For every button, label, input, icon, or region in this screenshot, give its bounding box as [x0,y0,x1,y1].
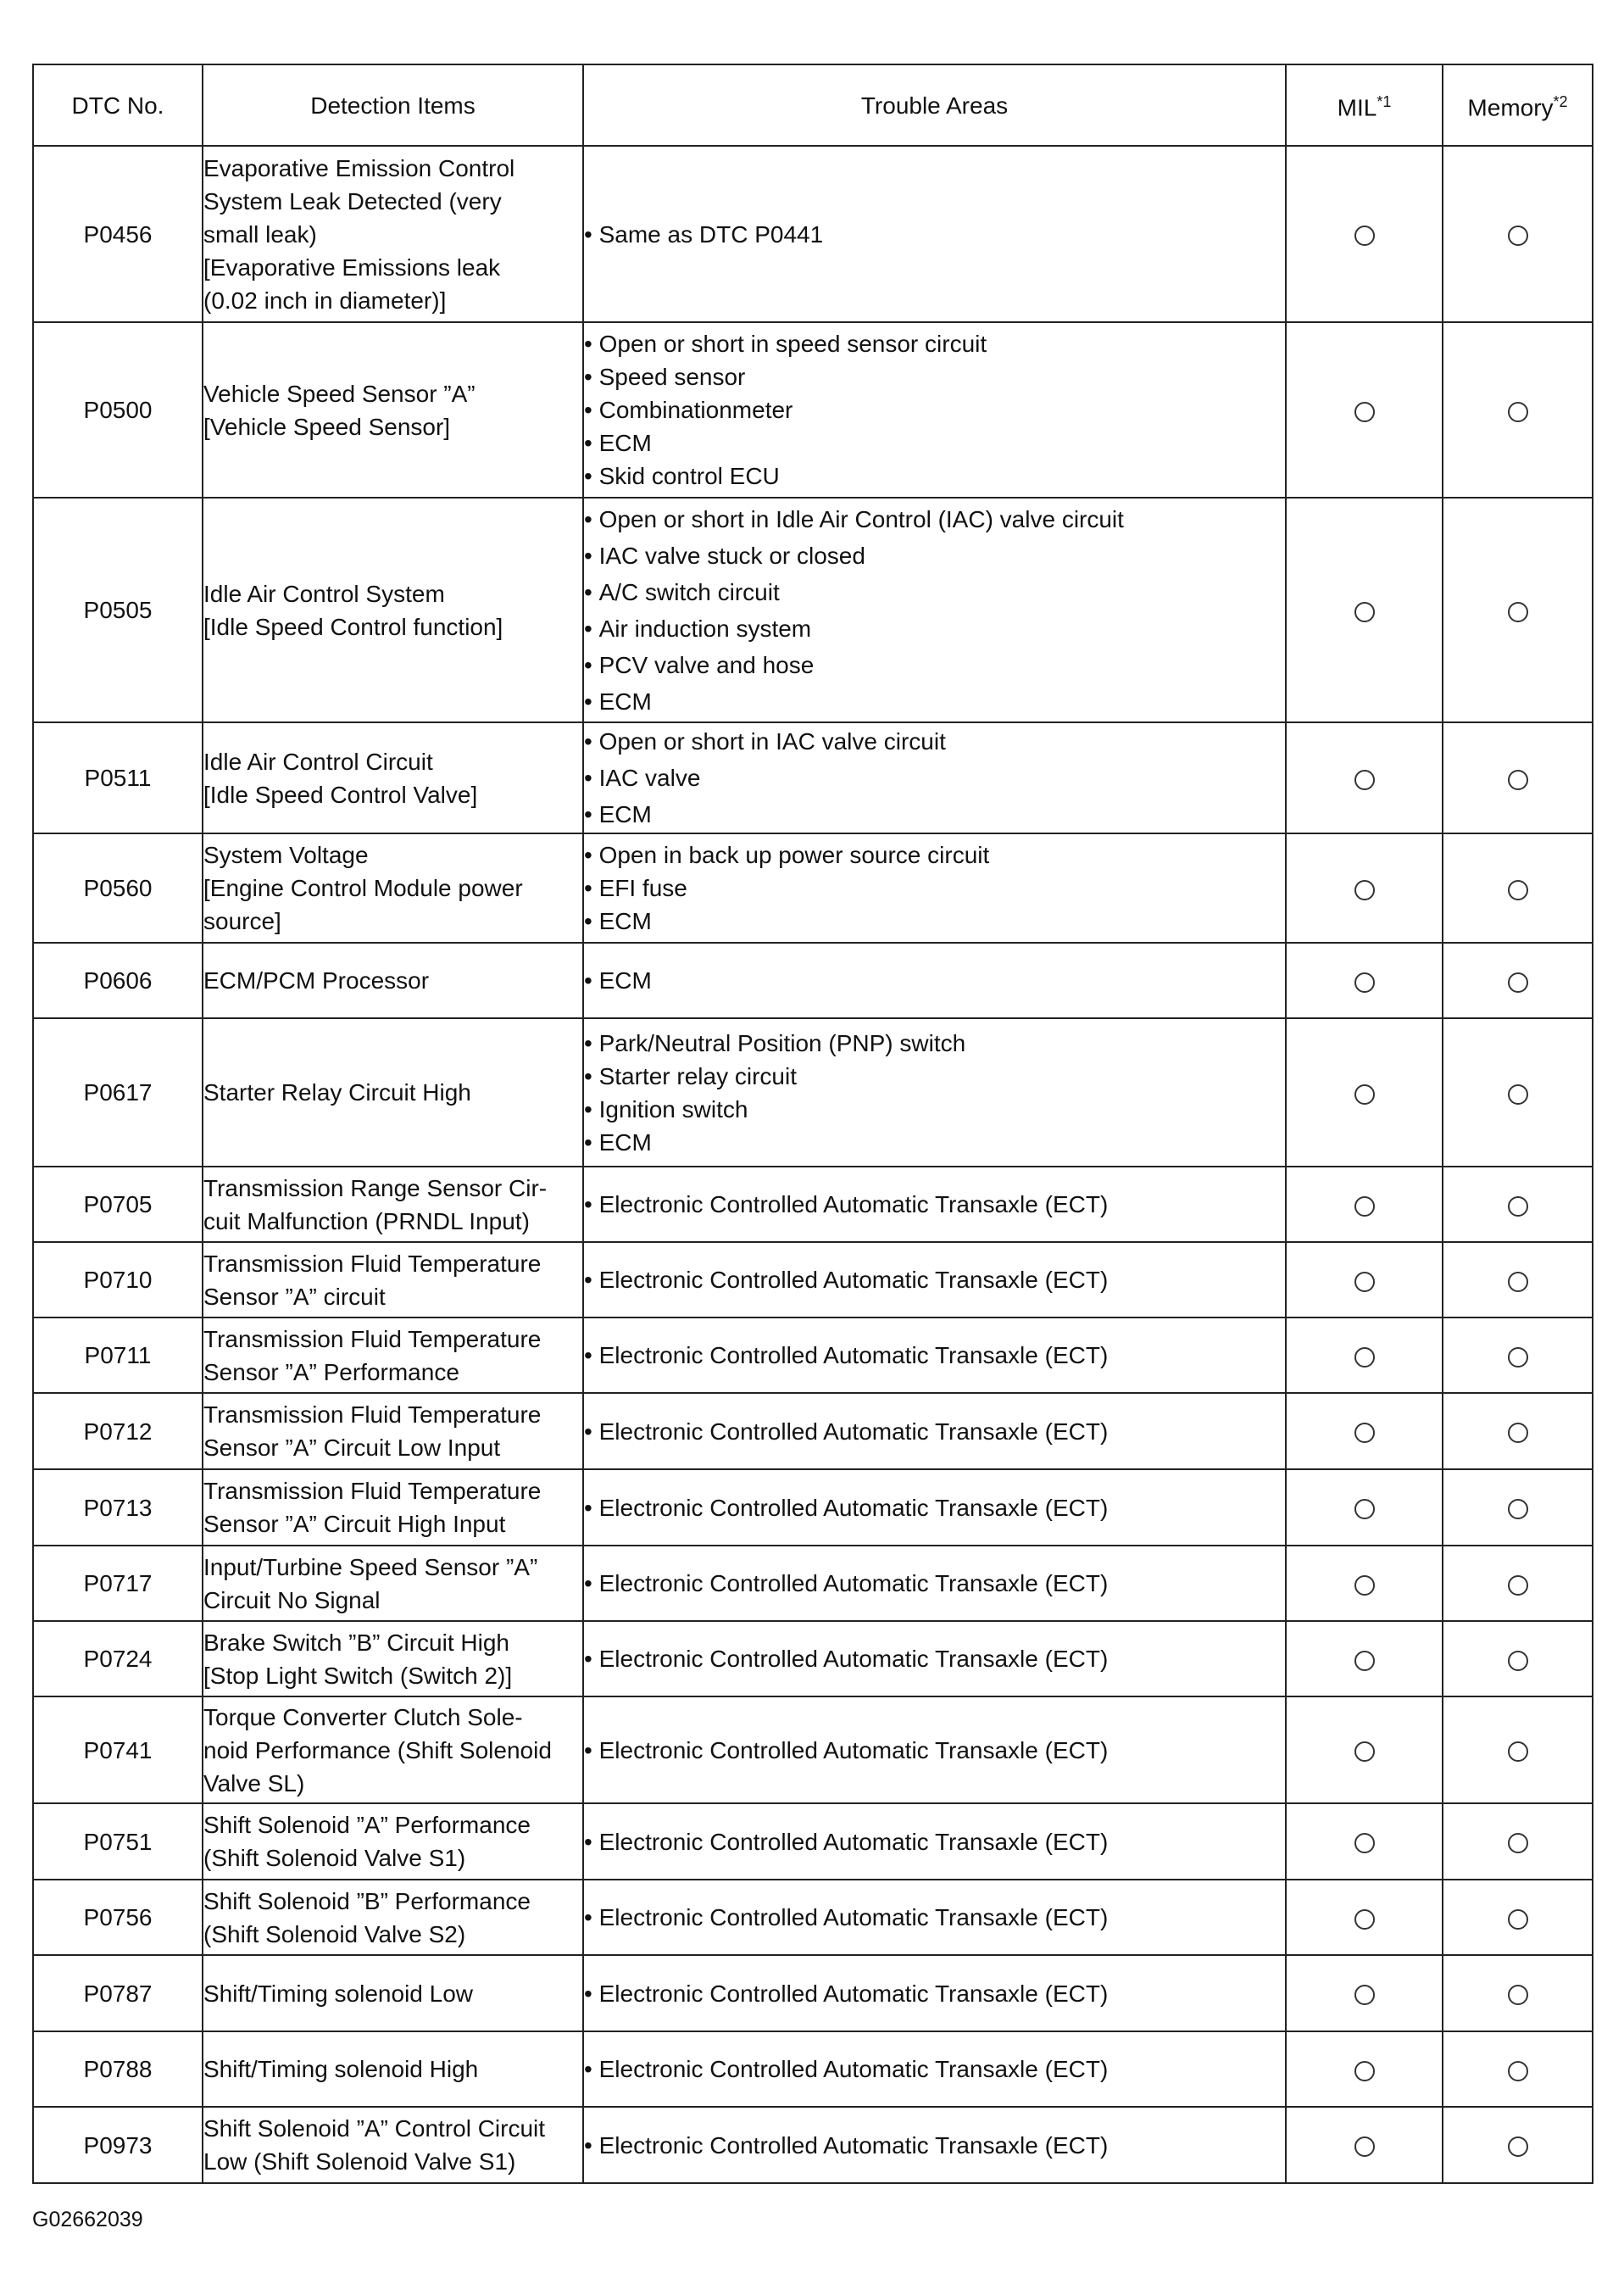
detection-item [203,1696,583,1803]
circle-icon [1354,1833,1375,1853]
memory-indicator [1443,1696,1593,1803]
dtc-code: P0713 [33,1469,203,1546]
memory-indicator [1443,1621,1593,1696]
circle-icon [1354,1741,1375,1762]
table-row [33,1546,1593,1621]
detection-item [203,1546,583,1621]
circle-icon [1508,1985,1528,2005]
trouble-areas-list [584,2053,1285,2086]
trouble-areas [583,1393,1286,1469]
trouble-areas [583,146,1286,322]
table-row [33,1317,1593,1393]
mil-indicator [1286,1803,1443,1880]
figure-id: G02662039 [32,2208,143,2231]
trouble-areas-list [584,1977,1285,2010]
detection-item-line: Shift Solenoid ”A” Control Circuit [203,2115,546,2142]
detection-item-line: Low (Shift Solenoid Valve S1) [203,2148,516,2175]
circle-icon [1508,1575,1528,1596]
table-row [33,1955,1593,2031]
circle-icon [1354,972,1375,993]
mil-indicator [1286,1167,1443,1242]
detection-item-line: Circuit No Signal [203,1586,381,1613]
detection-item [203,1621,583,1696]
trouble-areas [583,1696,1286,1803]
memory-indicator [1443,943,1593,1018]
circle-icon [1354,1423,1375,1443]
trouble-areas-list [584,723,1285,833]
detection-item-line: Shift Solenoid ”A” Performance [203,1812,531,1838]
circle-icon [1508,1084,1528,1105]
trouble-area-item: • Park/Neutral Position (PNP) switch [584,1027,1285,1060]
circle-icon [1354,1347,1375,1368]
detection-item-line: Brake Switch ”B” Circuit High [203,1629,509,1656]
header-mil-footnote: *1 [1377,93,1392,111]
dtc-code: P0751 [33,1803,203,1880]
trouble-area-item: • ECM [584,426,1285,460]
dtc-code: P0787 [33,1955,203,2031]
trouble-areas-list [584,1415,1285,1448]
detection-item-line: [Idle Speed Control Valve] [203,781,478,808]
mil-indicator [1286,1621,1443,1696]
detection-item-line: Transmission Fluid Temperature [203,1478,542,1504]
trouble-area-item: • ECM [584,1126,1285,1159]
detection-item-line: [Idle Speed Control function] [203,613,503,640]
circle-icon [1354,1651,1375,1671]
dtc-code: P0705 [33,1167,203,1242]
circle-icon [1354,402,1375,422]
trouble-area-item: • Open or short in Idle Air Control (IAC) valve circuit [584,501,1285,538]
trouble-area-item: • EFI fuse [584,872,1285,905]
memory-indicator [1443,1242,1593,1317]
detection-item-line: cuit Malfunction (PRNDL Input) [203,1207,530,1234]
circle-icon [1508,1741,1528,1762]
dtc-table [32,64,1593,2184]
header-dtc: DTC No. [33,64,203,146]
circle-icon [1508,1499,1528,1519]
detection-item-line: Torque Converter Clutch Sole- [203,1703,523,1730]
circle-icon [1354,1196,1375,1217]
trouble-areas [583,1880,1286,1955]
trouble-areas [583,1018,1286,1167]
trouble-area-item: • ECM [584,905,1285,938]
detection-item-line: Idle Air Control System [203,580,445,607]
memory-indicator [1443,2031,1593,2107]
trouble-area-item: • Open or short in IAC valve circuit [584,723,1285,760]
detection-item [203,1167,583,1242]
mil-indicator [1286,146,1443,322]
memory-indicator [1443,1880,1593,1955]
trouble-area-item: • Electronic Controlled Automatic Transaxle (ECT) [584,2053,1285,2086]
trouble-areas-list [584,838,1285,938]
trouble-area-item: • IAC valve stuck or closed [584,538,1285,574]
circle-icon [1354,602,1375,622]
table-row [33,2031,1593,2107]
dtc-code: P0560 [33,833,203,943]
detection-item-line: Input/Turbine Speed Sensor ”A” [203,1553,538,1580]
memory-indicator [1443,2107,1593,2183]
header-row [33,64,1593,146]
table-body [33,146,1593,2183]
memory-indicator [1443,1393,1593,1469]
trouble-area-item: • Electronic Controlled Automatic Transaxle (ECT) [584,1977,1285,2010]
trouble-areas-list [584,218,1285,251]
trouble-area-item: • Electronic Controlled Automatic Transaxle (ECT) [584,2129,1285,2162]
header-memory-label: Memory [1467,94,1554,121]
memory-indicator [1443,833,1593,943]
trouble-areas [583,722,1286,833]
circle-icon [1508,1272,1528,1292]
mil-indicator [1286,833,1443,943]
mil-indicator [1286,322,1443,498]
trouble-area-item: • IAC valve [584,760,1285,796]
detection-item-line: (Shift Solenoid Valve S1) [203,1845,466,1871]
header-mil [1286,64,1443,146]
trouble-area-item: • Ignition switch [584,1093,1285,1126]
dtc-code: P0724 [33,1621,203,1696]
detection-item-line: Evaporative Emission Control [203,154,515,181]
dtc-code: P0717 [33,1546,203,1621]
detection-item-line: [Engine Control Module power [203,875,523,901]
detection-item-line: Sensor ”A” Performance [203,1358,459,1385]
trouble-areas [583,943,1286,1018]
circle-icon [1354,226,1375,246]
detection-item-line: System Voltage [203,842,369,868]
mil-indicator [1286,1018,1443,1167]
dtc-code: P0456 [33,146,203,322]
table-row [33,1696,1593,1803]
mil-indicator [1286,722,1443,833]
circle-icon [1508,972,1528,993]
detection-item [203,833,583,943]
table-row [33,1469,1593,1546]
detection-item [203,1880,583,1955]
trouble-area-item: • Electronic Controlled Automatic Transaxle (ECT) [584,1339,1285,1372]
memory-indicator [1443,1469,1593,1546]
circle-icon [1354,1985,1375,2005]
trouble-area-item: • Skid control ECU [584,460,1285,493]
dtc-code: P0511 [33,722,203,833]
trouble-area-item: • Electronic Controlled Automatic Transaxle (ECT) [584,1263,1285,1296]
detection-item-line: Shift/Timing solenoid High [203,2056,479,2082]
trouble-area-item: • A/C switch circuit [584,574,1285,610]
memory-indicator [1443,1167,1593,1242]
memory-indicator [1443,1546,1593,1621]
detection-item-line: Transmission Fluid Temperature [203,1325,542,1352]
trouble-areas-list [584,1901,1285,1934]
dtc-code: P0756 [33,1880,203,1955]
trouble-areas-list [584,327,1285,493]
mil-indicator [1286,1469,1443,1546]
trouble-area-item: • Open or short in speed sensor circuit [584,327,1285,360]
trouble-areas-list [584,2129,1285,2162]
trouble-area-item: • Electronic Controlled Automatic Transaxle (ECT) [584,1188,1285,1221]
table-row [33,498,1593,722]
trouble-areas-list [584,1567,1285,1600]
detection-item [203,1242,583,1317]
trouble-areas [583,1955,1286,2031]
circle-icon [1508,1423,1528,1443]
trouble-area-item: • Electronic Controlled Automatic Transaxle (ECT) [584,1415,1285,1448]
circle-icon [1508,402,1528,422]
memory-indicator [1443,498,1593,722]
circle-icon [1354,770,1375,790]
trouble-area-item: • Open in back up power source circuit [584,838,1285,872]
table-row [33,1803,1593,1880]
trouble-area-item: • Combinationmeter [584,393,1285,426]
detection-item [203,1018,583,1167]
mil-indicator [1286,498,1443,722]
dtc-code: P0500 [33,322,203,498]
trouble-area-item: • Starter relay circuit [584,1060,1285,1093]
trouble-areas [583,1317,1286,1393]
circle-icon [1508,1651,1528,1671]
table-row [33,2107,1593,2183]
header-mil-label: MIL [1337,94,1377,121]
table-row [33,1167,1593,1242]
memory-indicator [1443,1955,1593,2031]
table-row [33,943,1593,1018]
detection-item [203,146,583,322]
dtc-code: P0711 [33,1317,203,1393]
table-row [33,1393,1593,1469]
trouble-areas [583,2107,1286,2183]
circle-icon [1508,602,1528,622]
dtc-code: P0788 [33,2031,203,2107]
trouble-areas [583,1546,1286,1621]
circle-icon [1508,880,1528,900]
memory-indicator [1443,1803,1593,1880]
dtc-code: P0973 [33,2107,203,2183]
table-row [33,722,1593,833]
trouble-areas-list [584,501,1285,720]
mil-indicator [1286,1546,1443,1621]
header-detection-items: Detection Items [203,64,583,146]
mil-indicator [1286,943,1443,1018]
circle-icon [1354,2136,1375,2157]
trouble-area-item: • ECM [584,796,1285,833]
mil-indicator [1286,1317,1443,1393]
circle-icon [1508,1909,1528,1930]
circle-icon [1508,770,1528,790]
trouble-area-item: • ECM [584,964,1285,997]
detection-item [203,1317,583,1393]
trouble-area-item: • Electronic Controlled Automatic Transaxle (ECT) [584,1825,1285,1858]
detection-item-line: (Shift Solenoid Valve S2) [203,1920,466,1947]
trouble-areas-list [584,964,1285,997]
trouble-areas-list [584,1642,1285,1675]
dtc-code: P0606 [33,943,203,1018]
detection-item [203,1469,583,1546]
trouble-areas-list [584,1734,1285,1767]
table-row [33,146,1593,322]
mil-indicator [1286,1393,1443,1469]
circle-icon [1354,2061,1375,2081]
trouble-area-item: • ECM [584,683,1285,720]
detection-item-line: source] [203,908,281,934]
mil-indicator [1286,1955,1443,2031]
dtc-code: P0617 [33,1018,203,1167]
detection-item-line: Shift Solenoid ”B” Performance [203,1887,531,1914]
trouble-area-item: • Same as DTC P0441 [584,218,1285,251]
dtc-code: P0710 [33,1242,203,1317]
trouble-areas [583,322,1286,498]
detection-item-line: Transmission Fluid Temperature [203,1401,542,1428]
circle-icon [1508,2136,1528,2157]
trouble-area-item: • Electronic Controlled Automatic Transaxle (ECT) [584,1642,1285,1675]
trouble-areas [583,2031,1286,2107]
detection-item-line: System Leak Detected (very [203,187,502,214]
mil-indicator [1286,1242,1443,1317]
memory-indicator [1443,322,1593,498]
trouble-area-item: • Electronic Controlled Automatic Transaxle (ECT) [584,1491,1285,1524]
trouble-areas [583,1469,1286,1546]
circle-icon [1354,1575,1375,1596]
table-row [33,1880,1593,1955]
dtc-code: P0712 [33,1393,203,1469]
memory-indicator [1443,1317,1593,1393]
circle-icon [1354,1084,1375,1105]
dtc-code: P0505 [33,498,203,722]
trouble-areas [583,1242,1286,1317]
detection-item-line: Transmission Fluid Temperature [203,1250,542,1277]
trouble-areas [583,1167,1286,1242]
dtc-code: P0741 [33,1696,203,1803]
detection-item-line: Transmission Range Sensor Cir- [203,1174,548,1201]
detection-item [203,1955,583,2031]
memory-indicator [1443,722,1593,833]
detection-item [203,1803,583,1880]
header-memory-footnote: *2 [1553,93,1568,111]
trouble-areas-list [584,1188,1285,1221]
circle-icon [1508,226,1528,246]
detection-item-line: Vehicle Speed Sensor ”A” [203,380,476,407]
table-row [33,322,1593,498]
detection-item-line: Shift/Timing solenoid Low [203,1980,474,2007]
detection-item-line: ECM/PCM Processor [203,967,430,994]
detection-item-line: small leak) [203,220,317,248]
table-row [33,1018,1593,1167]
mil-indicator [1286,1880,1443,1955]
trouble-area-item: • Speed sensor [584,360,1285,393]
detection-item [203,722,583,833]
detection-item-line: Sensor ”A” Circuit Low Input [203,1434,501,1461]
trouble-areas-list [584,1339,1285,1372]
table-row [33,833,1593,943]
circle-icon [1508,1833,1528,1853]
table-row [33,1621,1593,1696]
header-memory [1443,64,1593,146]
memory-indicator [1443,146,1593,322]
trouble-area-item: • Electronic Controlled Automatic Transaxle (ECT) [584,1901,1285,1934]
trouble-areas-list [584,1263,1285,1296]
detection-item [203,943,583,1018]
detection-item-line: [Evaporative Emissions leak [203,253,501,281]
circle-icon [1508,1196,1528,1217]
memory-indicator [1443,1018,1593,1167]
detection-item [203,498,583,722]
trouble-area-item: • Electronic Controlled Automatic Transaxle (ECT) [584,1734,1285,1767]
detection-item-line: Idle Air Control Circuit [203,748,433,775]
detection-item-line: Starter Relay Circuit High [203,1079,471,1106]
trouble-area-item: • Air induction system [584,610,1285,647]
detection-item-line: (0.02 inch in diameter)] [203,287,447,314]
detection-item-line: noid Performance (Shift Solenoid [203,1736,552,1763]
mil-indicator [1286,1696,1443,1803]
detection-item [203,1393,583,1469]
trouble-areas [583,498,1286,722]
detection-item-line: Valve SL) [203,1769,305,1797]
detection-item [203,322,583,498]
detection-item-line: Sensor ”A” circuit [203,1283,386,1310]
trouble-areas [583,1621,1286,1696]
circle-icon [1508,1347,1528,1368]
mil-indicator [1286,2031,1443,2107]
circle-icon [1354,1499,1375,1519]
detection-item-line: Sensor ”A” Circuit High Input [203,1511,506,1537]
table-row [33,1242,1593,1317]
detection-item-line: [Stop Light Switch (Switch 2)] [203,1662,513,1689]
trouble-areas-list [584,1491,1285,1524]
circle-icon [1354,880,1375,900]
trouble-areas-list [584,1825,1285,1858]
circle-icon [1508,2061,1528,2081]
circle-icon [1354,1909,1375,1930]
header-trouble-areas: Trouble Areas [583,64,1286,146]
mil-indicator [1286,2107,1443,2183]
detection-item [203,2031,583,2107]
detection-item-line: [Vehicle Speed Sensor] [203,413,451,440]
detection-item [203,2107,583,2183]
trouble-areas [583,1803,1286,1880]
trouble-areas [583,833,1286,943]
trouble-area-item: • Electronic Controlled Automatic Transaxle (ECT) [584,1567,1285,1600]
trouble-area-item: • PCV valve and hose [584,647,1285,683]
trouble-areas-list [584,1027,1285,1159]
circle-icon [1354,1272,1375,1292]
